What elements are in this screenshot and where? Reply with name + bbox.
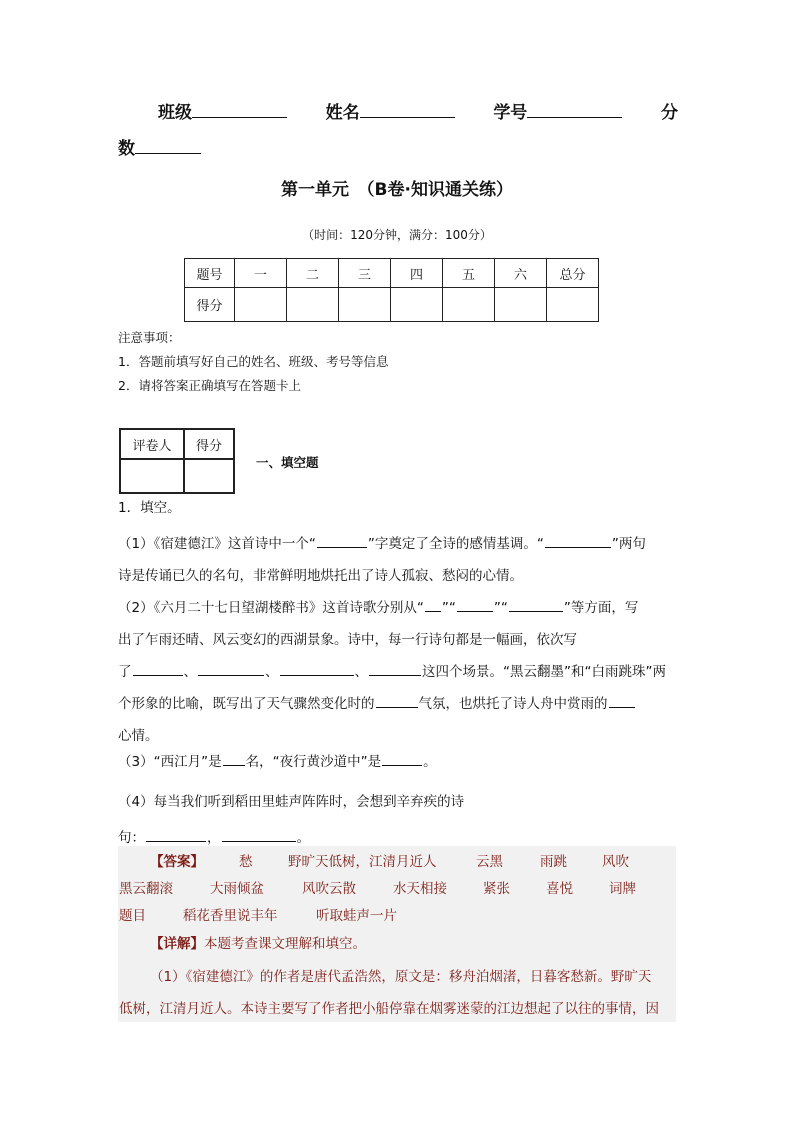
answer-item: 听取蛙声一片 xyxy=(316,908,397,924)
grader-score-label: 得分 xyxy=(184,429,234,459)
question-part-1 xyxy=(118,528,678,592)
score-cell[interactable] xyxy=(339,288,391,322)
score-table-header-row xyxy=(185,259,599,288)
question-text: 这四个场景。“黑云翻墨”和“白雨跳珠”两 xyxy=(422,664,666,680)
explain-line xyxy=(150,932,366,952)
answer-blank[interactable] xyxy=(280,661,354,676)
answer-blank[interactable] xyxy=(223,751,245,766)
answer-item: 愁 xyxy=(239,854,253,870)
class-blank[interactable] xyxy=(192,102,287,118)
answer-blank[interactable] xyxy=(133,661,183,676)
question-text: 、 xyxy=(183,664,197,680)
answer-item: 紧张 xyxy=(483,881,510,897)
score-table-header: 三 xyxy=(339,259,391,288)
question-text: 、 xyxy=(265,664,279,680)
explain-paragraph: 低树，江清月近人。本诗主要写了作者把小船停靠在烟雾迷蒙的江边想起了以往的事情，因 xyxy=(119,1001,659,1017)
score-row-label: 得分 xyxy=(185,288,235,322)
name-blank[interactable] xyxy=(360,102,455,118)
exam-title: 第一单元 （B卷·知识通关练） xyxy=(281,180,513,200)
question-text: 气氛，也烘托了诗人舟中赏雨的 xyxy=(418,696,608,712)
question-intro: 1．填空。 xyxy=(118,500,181,516)
grader-score-cell[interactable] xyxy=(184,459,234,493)
notes-item: 2．请将答案正确填写在答题卡上 xyxy=(118,378,301,393)
explain-label: 【详解】 xyxy=(150,936,204,952)
answer-blank[interactable] xyxy=(146,827,206,842)
question-text: 。 xyxy=(423,754,437,770)
answer-item: 题目 xyxy=(119,908,146,924)
class-label: 班级 xyxy=(158,103,192,123)
question-text: 心情。 xyxy=(118,728,159,744)
answer-label: 【答案】 xyxy=(150,854,204,870)
score-cell[interactable] xyxy=(443,288,495,322)
answer-item: 稻花香里说丰年 xyxy=(183,908,278,924)
student-id-field xyxy=(493,98,622,123)
score-table-header: 一 xyxy=(235,259,287,288)
notes-title: 注意事项： xyxy=(118,330,181,345)
section-title: 一、填空题 xyxy=(256,455,319,470)
question-text: ”字奠定了全诗的感情基调。“ xyxy=(367,536,544,552)
answer-item: 黑云翻滚 xyxy=(119,881,173,897)
score-label-start: 分 xyxy=(660,103,678,123)
question-text: ”两句 xyxy=(611,536,646,552)
grader-cell[interactable] xyxy=(120,459,184,493)
score-table-header: 六 xyxy=(495,259,547,288)
score-table xyxy=(184,258,599,322)
exam-subtitle: （时间：120分钟，满分：100分） xyxy=(302,228,492,242)
answer-blank[interactable] xyxy=(545,533,611,548)
question-text: （4）每当我们听到稻田里蛙声阵阵时，会想到辛弃疾的诗 xyxy=(118,794,465,810)
question-text: 个形象的比喻，既写出了天气骤然变化时的 xyxy=(118,696,375,712)
answer-blank[interactable] xyxy=(609,693,635,708)
question-text: 名，“夜行黄沙道中”是 xyxy=(245,754,382,770)
grader-label: 评卷人 xyxy=(120,429,184,459)
answer-blank[interactable] xyxy=(376,693,418,708)
question-text: ”等方面，写 xyxy=(563,600,639,616)
score-label-end: 数 xyxy=(118,139,135,159)
answer-item: 风吹 xyxy=(602,854,629,870)
answer-blank[interactable] xyxy=(509,597,563,612)
answer-item: 水天相接 xyxy=(393,881,447,897)
answer-item: 喜悦 xyxy=(546,881,573,897)
name-field xyxy=(326,98,455,123)
question-text: （2）《六月二十七日望湖楼醉书》这首诗歌分别从“ xyxy=(118,600,424,616)
score-cell[interactable] xyxy=(547,288,599,322)
score-table-header: 四 xyxy=(391,259,443,288)
answer-item: 大雨倾盆 xyxy=(210,881,264,897)
score-table-header: 二 xyxy=(287,259,339,288)
question-text: （1）《宿建德江》这首诗中一个“ xyxy=(118,536,316,552)
grader-table xyxy=(119,428,235,494)
question-text: ， xyxy=(207,830,221,846)
question-text: 诗是传诵已久的名句，非常鲜明地烘托出了诗人孤寂、愁闷的心情。 xyxy=(118,568,523,584)
score-cell[interactable] xyxy=(235,288,287,322)
question-part-2 xyxy=(118,592,678,752)
student-id-blank[interactable] xyxy=(527,102,622,118)
student-id-label: 学号 xyxy=(493,103,528,123)
score-table-header: 总分 xyxy=(547,259,599,288)
score-cell[interactable] xyxy=(287,288,339,322)
question-text: 。 xyxy=(296,830,310,846)
question-text: 了 xyxy=(118,664,132,680)
score-table-header: 五 xyxy=(443,259,495,288)
question-text: 出了乍雨还晴、风云变幻的西湖景象。诗中，每一行诗句都是一幅画，依次写 xyxy=(118,632,577,648)
answer-item: 云黑 xyxy=(476,854,503,870)
answer-blank[interactable] xyxy=(198,661,264,676)
answer-blank[interactable] xyxy=(457,597,493,612)
answer-blank[interactable] xyxy=(382,751,422,766)
answer-item: 风吹云散 xyxy=(302,881,356,897)
explain-paragraph: （1）《宿建德江》的作者是唐代孟浩然，原文是：移舟泊烟渚，日暮客愁新。野旷天 xyxy=(150,969,652,985)
question-text: ”“ xyxy=(441,600,456,616)
score-field xyxy=(118,134,678,159)
question-part-3 xyxy=(118,746,678,778)
score-table-header: 题号 xyxy=(185,259,235,288)
answer-blank[interactable] xyxy=(317,533,367,548)
question-text: 、 xyxy=(354,664,368,680)
answer-blank[interactable] xyxy=(222,827,296,842)
answer-item: 词牌 xyxy=(609,881,636,897)
class-field xyxy=(118,98,287,123)
answer-item: 野旷天低树，江清月近人 xyxy=(288,854,437,870)
score-cell[interactable] xyxy=(495,288,547,322)
question-text: （3）“西江月”是 xyxy=(118,754,222,770)
question-text: ”“ xyxy=(493,600,508,616)
student-info-row xyxy=(118,98,678,123)
explain-text: 本题考查课文理解和填空。 xyxy=(204,936,366,952)
question-text: 句： xyxy=(118,830,145,846)
score-cell[interactable] xyxy=(391,288,443,322)
score-table-score-row xyxy=(185,288,599,322)
score-blank[interactable] xyxy=(135,138,201,154)
answer-blank[interactable] xyxy=(425,597,441,612)
notes xyxy=(118,326,388,398)
answer-blank[interactable] xyxy=(369,661,421,676)
name-label: 姓名 xyxy=(325,103,360,123)
answer-item: 雨跳 xyxy=(540,854,567,870)
notes-item: 1．答题前填写好自己的姓名、班级、考号等信息 xyxy=(118,354,389,369)
